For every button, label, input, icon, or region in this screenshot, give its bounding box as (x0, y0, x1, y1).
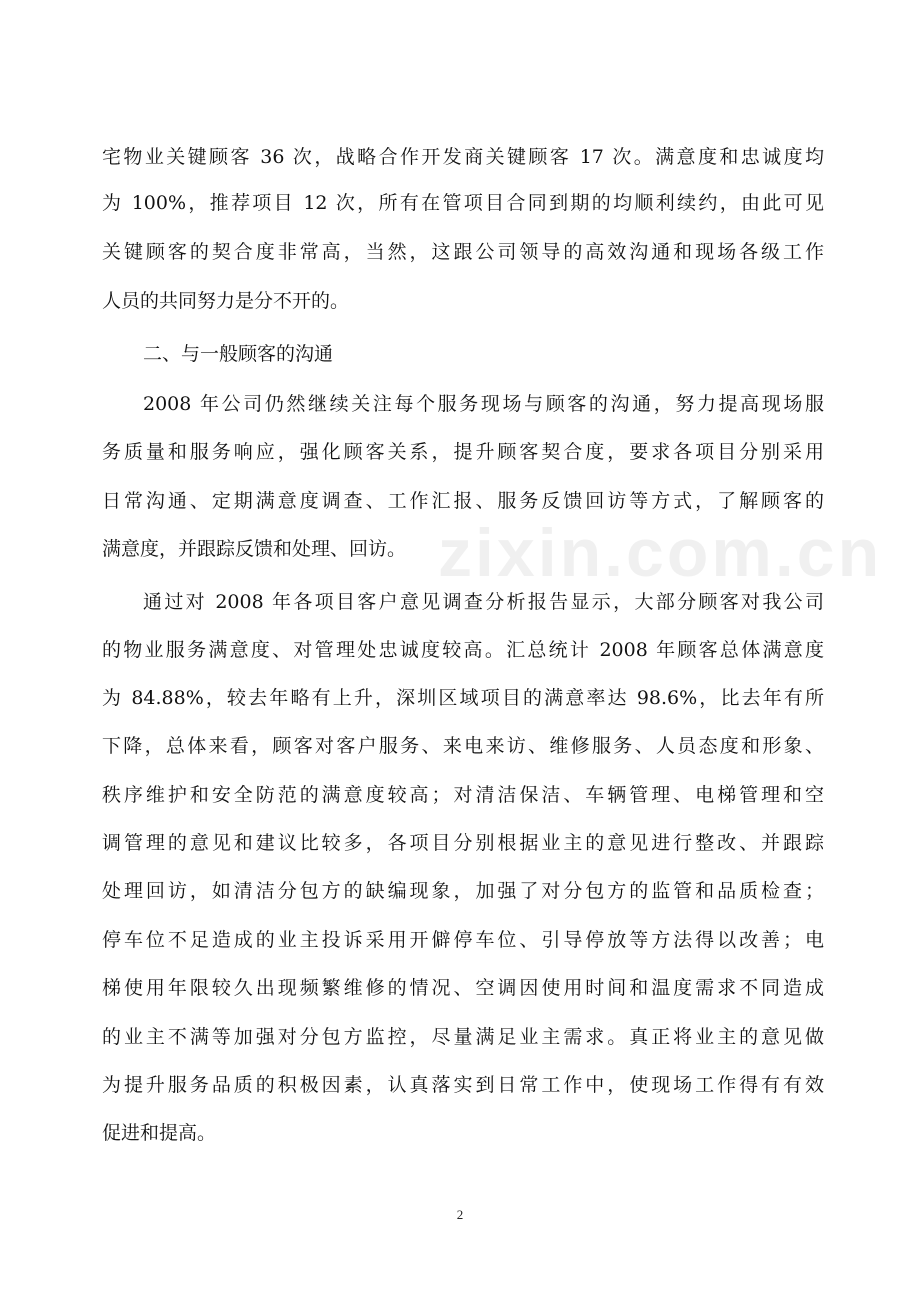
paragraph-line: 关键顾客的契合度非常高，当然，这跟公司领导的高效沟通和现场各级工作 (102, 241, 824, 263)
paragraph-line: 为 100%，推荐项目 12 次，所有在管项目合同到期的均顺利续约，由此可见 (102, 192, 824, 214)
paragraph-line: 日常沟通、定期满意度调查、工作汇报、服务反馈回访等方式，了解顾客的 (102, 490, 824, 512)
paragraph-line: 务质量和服务响应，强化顾客关系，提升顾客契合度，要求各项目分别采用 (102, 441, 824, 463)
paragraph-line: 调管理的意见和建议比较多，各项目分别根据业主的意见进行整改、并跟踪 (102, 832, 824, 854)
paragraph-line: 的业主不满等加强对分包方监控，尽量满足业主需求。真正将业主的意见做 (102, 1026, 824, 1048)
paragraph-line: 为 84.88%，较去年略有上升，深圳区域项目的满意率达 98.6%，比去年有所 (102, 687, 824, 709)
page-number: 2 (456, 1207, 464, 1222)
section-heading: 二、与一般顾客的沟通 (143, 343, 334, 365)
paragraph-line: 宅物业关键顾客 36 次，战略合作开发商关键顾客 17 次。满意度和忠诚度均 (102, 146, 824, 168)
watermark: zixin.com.cn (438, 515, 883, 591)
paragraph-line: 满意度，并跟踪反馈和处理、回访。 (102, 538, 407, 560)
paragraph-line: 为提升服务品质的积极因素，认真落实到日常工作中，使现场工作得有有效 (102, 1074, 824, 1096)
paragraph-line: 2008 年公司仍然继续关注每个服务现场与顾客的沟通，努力提高现场服 (143, 393, 824, 415)
paragraph-line: 下降，总体来看，顾客对客户服务、来电来访、维修服务、人员态度和形象、 (102, 735, 824, 757)
paragraph-line: 处理回访，如清洁分包方的缺编现象，加强了对分包方的监管和品质检查； (102, 880, 824, 902)
paragraph-line: 停车位不足造成的业主投诉采用开僻停车位、引导停放等方法得以改善；电 (102, 929, 824, 951)
paragraph-line: 促进和提高。 (102, 1122, 217, 1144)
paragraph-line: 的物业服务满意度、对管理处忠诚度较高。汇总统计 2008 年顾客总体满意度 (102, 639, 824, 661)
paragraph-line: 人员的共同努力是分不开的。 (102, 290, 350, 312)
paragraph-line: 通过对 2008 年各项目客户意见调查分析报告显示，大部分顾客对我公司 (143, 591, 824, 613)
paragraph-line: 梯使用年限较久出现频繁维修的情况、空调因使用时间和温度需求不同造成 (102, 977, 824, 999)
paragraph-line: 秩序维护和安全防范的满意度较高；对清洁保洁、车辆管理、电梯管理和空 (102, 784, 824, 806)
